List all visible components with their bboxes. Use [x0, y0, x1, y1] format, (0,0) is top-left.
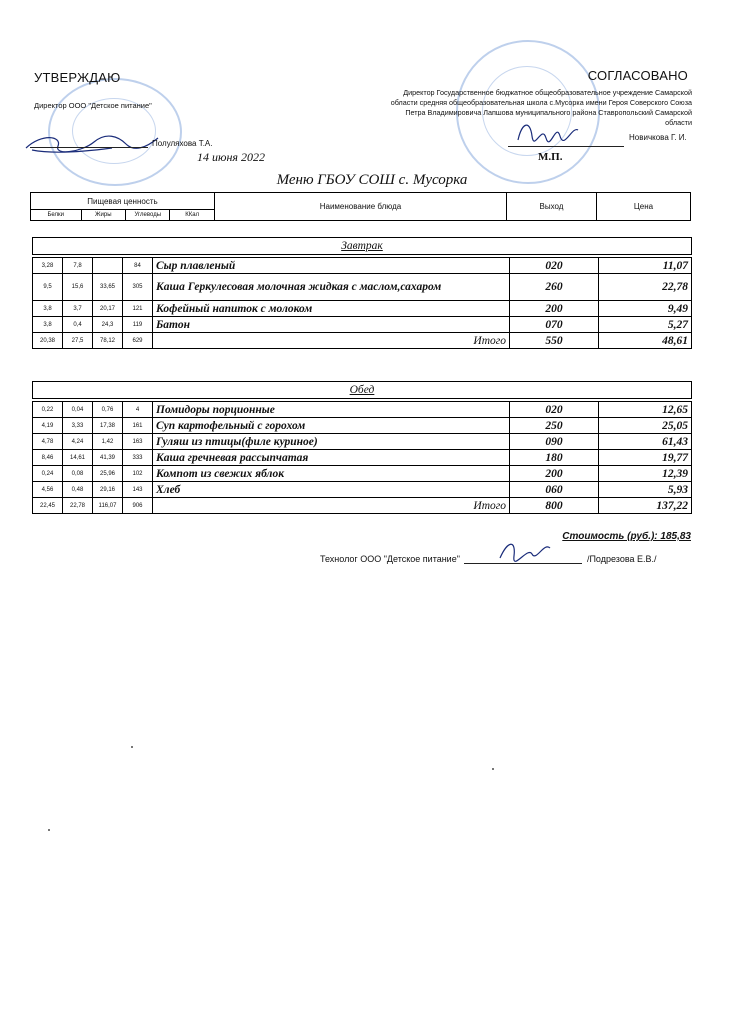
proteins-cell: 4,56 [33, 482, 63, 498]
total-label: Итого [153, 333, 510, 349]
kcal-cell: 161 [123, 418, 153, 434]
menu-header-table [30, 192, 691, 221]
nutrition-header: Пищевая ценность [31, 193, 215, 210]
lunch-title: Обед [33, 382, 692, 399]
carbs-cell: 41,39 [93, 450, 123, 466]
fats-cell: 14,61 [63, 450, 93, 466]
technologist-name: /Подрезова Е.В./ [586, 554, 657, 564]
output-cell: 260 [510, 274, 599, 301]
carbs-cell: 25,96 [93, 466, 123, 482]
technologist-label: Технолог ООО "Детское питание" [320, 554, 460, 564]
fats-cell: 15,6 [63, 274, 93, 301]
breakfast-table [32, 237, 692, 349]
price-cell: 5,27 [599, 317, 692, 333]
proteins-cell: 0,22 [33, 402, 63, 418]
output-cell: 020 [510, 258, 599, 274]
approve-date: 14 июня 2022 [197, 150, 265, 164]
fats-total: 22,78 [63, 498, 93, 514]
proteins-cell: 3,8 [33, 301, 63, 317]
output-cell: 070 [510, 317, 599, 333]
dish-header: Наименование блюда [214, 193, 506, 221]
kcal-cell: 163 [123, 434, 153, 450]
table-row [33, 317, 692, 333]
table-row [33, 301, 692, 317]
price-cell: 25,05 [599, 418, 692, 434]
table-row [33, 450, 692, 466]
dish-cell: Компот из свежих яблок [153, 466, 510, 482]
fats-cell: 0,04 [63, 402, 93, 418]
menu-title: Меню ГБОУ СОШ с. Мусорка [276, 172, 468, 188]
price-cell: 12,65 [599, 402, 692, 418]
fats-cell: 0,08 [63, 466, 93, 482]
carbs-cell: 29,16 [93, 482, 123, 498]
scan-speck [492, 768, 494, 770]
dish-cell: Помидоры порционные [153, 402, 510, 418]
technologist-signature [494, 536, 554, 566]
price-cell: 11,07 [599, 258, 692, 274]
carbs-cell [93, 258, 123, 274]
agree-title: СОГЛАСОВАНО [587, 68, 688, 83]
scan-speck [131, 746, 133, 748]
proteins-cell: 9,5 [33, 274, 63, 301]
output-cell: 180 [510, 450, 599, 466]
scan-speck [48, 829, 50, 831]
agree-position: Директор Государственное бюджатное общеобразовательное учреждение Самарской области средняя общеобразовательная школа с.Мусорка имени Героя Соверского Союза Петра Владимировича Лапшова муниципального района Ставропольский Самарской области [390, 88, 692, 127]
price-cell: 9,49 [599, 301, 692, 317]
total-row [33, 498, 692, 514]
proteins-cell: 4,78 [33, 434, 63, 450]
kcal-cell: 84 [123, 258, 153, 274]
approve-sign-line [30, 147, 148, 148]
agree-sign-line [508, 146, 624, 147]
fats-cell: 3,7 [63, 301, 93, 317]
proteins-cell: 3,8 [33, 317, 63, 333]
lunch-table [32, 381, 692, 514]
table-row [33, 258, 692, 274]
dish-cell: Суп картофельный с горохом [153, 418, 510, 434]
dish-cell: Каша гречневая рассыпчатая [153, 450, 510, 466]
price-cell: 19,77 [599, 450, 692, 466]
proteins-cell: 8,46 [33, 450, 63, 466]
kcal-total: 629 [123, 333, 153, 349]
approve-position: Директор ООО "Детское питание" [34, 101, 152, 110]
table-row [33, 482, 692, 498]
approve-title: УТВЕРЖДАЮ [34, 70, 121, 85]
dish-cell: Гуляш из птицы(филе куриное) [153, 434, 510, 450]
carbs-header: Углеводы [126, 210, 170, 221]
dish-cell: Каша Геркулесовая молочная жидкая с маслом,сахаром [153, 274, 510, 301]
carbs-cell: 24,3 [93, 317, 123, 333]
table-row [33, 466, 692, 482]
carbs-total: 78,12 [93, 333, 123, 349]
output-cell: 060 [510, 482, 599, 498]
kcal-cell: 333 [123, 450, 153, 466]
output-header: Выход [507, 193, 597, 221]
dish-cell: Батон [153, 317, 510, 333]
kcal-cell: 305 [123, 274, 153, 301]
dish-cell: Сыр плавленый [153, 258, 510, 274]
output-cell: 250 [510, 418, 599, 434]
agree-name: Новичкова Г. И. [629, 133, 687, 142]
kcal-cell: 121 [123, 301, 153, 317]
fats-header: Жиры [81, 210, 125, 221]
approve-name: Полуляхова Т.А. [152, 139, 213, 148]
kcal-cell: 102 [123, 466, 153, 482]
output-total: 800 [510, 498, 599, 514]
output-cell: 020 [510, 402, 599, 418]
price-cell: 5,93 [599, 482, 692, 498]
fats-total: 27,5 [63, 333, 93, 349]
proteins-cell: 3,28 [33, 258, 63, 274]
carbs-cell: 20,17 [93, 301, 123, 317]
proteins-cell: 4,19 [33, 418, 63, 434]
kcal-header: ККал [170, 210, 214, 221]
total-row [33, 333, 692, 349]
carbs-cell: 1,42 [93, 434, 123, 450]
proteins-total: 22,45 [33, 498, 63, 514]
output-cell: 090 [510, 434, 599, 450]
table-row [33, 434, 692, 450]
price-cell: 61,43 [599, 434, 692, 450]
kcal-cell: 4 [123, 402, 153, 418]
left-signature [22, 128, 162, 158]
table-row [33, 418, 692, 434]
output-total: 550 [510, 333, 599, 349]
carbs-cell: 33,65 [93, 274, 123, 301]
price-cell: 12,39 [599, 466, 692, 482]
proteins-header: Белки [31, 210, 82, 221]
proteins-cell: 0,24 [33, 466, 63, 482]
carbs-cell: 0,76 [93, 402, 123, 418]
fats-cell: 0,48 [63, 482, 93, 498]
table-row [33, 402, 692, 418]
price-cell: 22,78 [599, 274, 692, 301]
dish-cell: Кофейный напиток с молоком [153, 301, 510, 317]
fats-cell: 7,8 [63, 258, 93, 274]
price-total: 137,22 [599, 498, 692, 514]
fats-cell: 0,4 [63, 317, 93, 333]
kcal-cell: 119 [123, 317, 153, 333]
fats-cell: 4,24 [63, 434, 93, 450]
price-total: 48,61 [599, 333, 692, 349]
breakfast-title: Завтрак [33, 238, 692, 255]
proteins-total: 20,38 [33, 333, 63, 349]
dish-cell: Хлеб [153, 482, 510, 498]
kcal-total: 906 [123, 498, 153, 514]
kcal-cell: 143 [123, 482, 153, 498]
output-cell: 200 [510, 466, 599, 482]
total-cost: Стоимость (руб.): 185,83 [562, 531, 691, 542]
total-label: Итого [153, 498, 510, 514]
seal-mark: М.П. [538, 151, 563, 163]
fats-cell: 3,33 [63, 418, 93, 434]
carbs-total: 116,07 [93, 498, 123, 514]
output-cell: 200 [510, 301, 599, 317]
carbs-cell: 17,38 [93, 418, 123, 434]
technologist-line [320, 553, 657, 564]
table-row [33, 274, 692, 301]
price-header: Цена [596, 193, 690, 221]
